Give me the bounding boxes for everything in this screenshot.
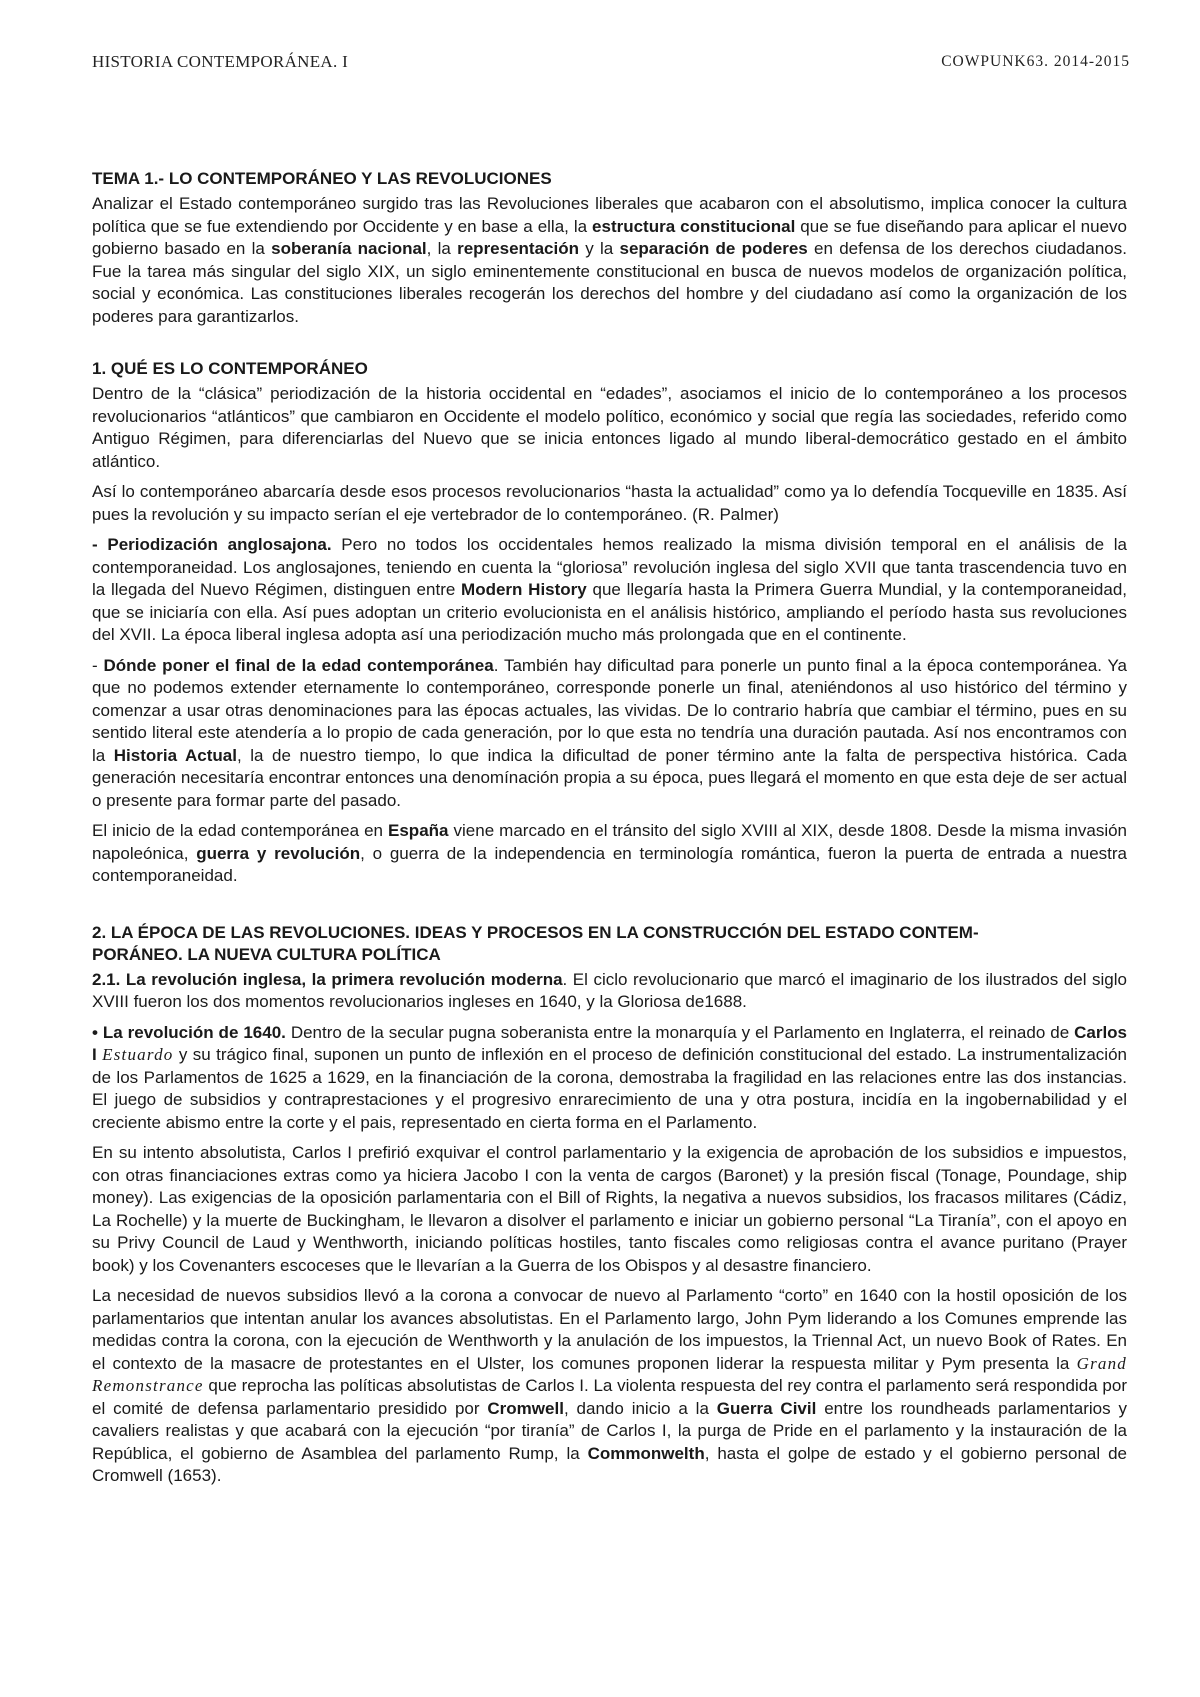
- section-2-absolutismo-paragraph: En su intento absolutista, Carlos I prefirió exquivar el control parlamentario y la exigencia de aprobación de los subsidios e impuestos, con otras financiaciones extras como ya hiciera Jacobo I con la venta de cargos (Baronet) y la presión fiscal (Tonage, Poundage, ship money). Las exigencias de la oposición parlamentaria con el Bill of Rights, la negativa a nuevos subsidios, los fracasos militares (Cádiz, La Rochelle) y la muerte de Buckingham, le llevaron a disolver el parlamento e iniciar un gobierno personal “La Tiranía”, con el apoyo en su Privy Council de Laud y Wenthworth, iniciando políticas hostiles, tanto fiscales como religiosas contra el avance puritano (Prayer book) y los Covenanters escoceses que le llevarían a la Guerra de los Obispos y al desastre financiero.: [92, 1143, 1127, 1275]
- tema-title: TEMA 1.- LO CONTEMPORÁNEO Y LAS REVOLUCIONES: [92, 169, 552, 188]
- tema-intro-paragraph: Analizar el Estado contemporáneo surgido tras las Revoluciones liberales que acabaron con el absolutismo, implica conocer la cultura política que se fue extendiendo por Occidente y en base a ella, la estructura constitucional que se fue diseñando para aplicar el nuevo gobierno basado en la soberanía nacional, la representación y la separación de poderes en defensa de los derechos ciudadanos. Fue la tarea más singular del siglo XIX, un siglo eminentemente constitucional en busca de nuevos modelos de organización política, social y económica. Las constituciones liberales recogerán los derechos del hombre y del ciudadano así como la organización de los poderes para garantizarlos.: [92, 194, 1127, 326]
- section-2-1640-paragraph: • La revolución de 1640. Dentro de la secular pugna soberanista entre la monarquía y el Parlamento en Inglaterra, el reinado de Carlos I Estuardo y su trágico final, suponen un punto de inflexión en el proceso de definición constitucional del estado. La instrumentalización de los Parlamentos de 1625 a 1629, en la financiación de la corona, demostraba la fragilidad en las relaciones entre las dos instancias. El juego de subsidios y contraprestaciones y el progresivo enrarecimiento de una y otra postura, incidía en la ingobernabilidad y el creciente abismo entre la corte y el pais, representado en cierta forma en el Parlamento.: [92, 1022, 1128, 1132]
- section-2-1-paragraph: 2.1. La revolución inglesa, la primera revolución moderna. El ciclo revolucionario que marcó el imaginario de los ilustrados del siglo XVIII fueron los dos momentos revolucionarios ingleses en 1640, y la Gloriosa de1688.: [92, 969, 1127, 1011]
- section-2-title-line-2: PORÁNEO. LA NUEVA CULTURA POLÍTICA: [92, 944, 441, 964]
- section-1-paragraph-final-edad: - Dónde poner el final de la edad contemporánea. También hay dificultad para ponerle un punto final a la época contemporánea. Ya que no podemos extender eternamente lo contemporáneo, corresponde ponerle un final, ateniéndonos al uso histórico del término y comenzar a usar otras denominaciones para las épocas actuales, las vividas. De lo contrario habría que cambiar el término, pues en su sentido literal este atendería a lo propio de cada generación, por lo que esta no tendría una duración pautada. Así nos encontramos con la Historia Actual, la de nuestro tiempo, lo que indica la dificultad de poner término ante la falta de perspectiva histórica. Cada generación necesitaría encontrar entonces una denomínación propia a su época, pues llegará el momento en que esta deje de ser actual o presente para formar parte del pasado.: [92, 655, 1128, 810]
- section-1-paragraph-anglosajona: - Periodización anglosajona. Pero no todos los occidentales hemos realizado la misma división temporal en el análisis de la contemporaneidad. Los anglosajones, teniendo en cuenta la “gloriosa” revolución inglesa del siglo XVII que tanta trascendencia tuvo en la llegada del Nuevo Régimen, distinguen entre Modern History que llegaría hasta la Primera Guerra Mundial, y la contemporaneidad, que se iniciaría con ella. Así pues adoptan un criterio evolucionista en el análisis histórico, ampliando el período hasta sus revoluciones del XVII. La época liberal inglesa adopta así una periodización mucho más prolongada que en el continente.: [92, 535, 1127, 644]
- section-1-title: 1. QUÉ ES LO CONTEMPORÁNEO: [92, 359, 368, 378]
- section-2-title-line-1: 2. LA ÉPOCA DE LAS REVOLUCIONES. IDEAS Y PROCESOS EN LA CONSTRUCCIÓN DEL ESTADO CONTEM-: [92, 922, 979, 942]
- section-1-paragraph-2: Así lo contemporáneo abarcaría desde esos procesos revolucionarios “hasta la actualidad” como ya lo defendía Tocqueville en 1835. Así pues la revolución y su impacto serían el eje vertebrador de lo contemporáneo. (R. Palmer): [92, 482, 1127, 524]
- section-2-parlamento-paragraph: La necesidad de nuevos subsidios llevó a la corona a convocar de nuevo al Parlamento “corto” en 1640 con la hostil oposición de los parlamentarios que intentan anular los avances absolutistas. En el Parlamento largo, John Pym liderando a los Comunes emprende las medidas contra la corona, con la ejecución de Wenthworth y la anulación de los impuestos, la Triennal Act, un nuevo Book of Rates. En el contexto de la masacre de protestantes en el Ulster, los comunes proponen liderar la respuesta militar y Pym presenta la Grand Remonstrance que reprocha las políticas absolutistas de Carlos I. La violenta respuesta del rey contra el parlamento será respondida por el comité de defensa parlamentario presidido por Cromwell, dando inicio a la Guerra Civil entre los roundheads parlamentarios y cavaliers realistas y que acabará con la ejecución “por tiranía” de Carlos I, la purga de Pride en el parlamento y la instauración de la República, el gobierno de Asamblea del parlamento Rump, la Commonwelth, hasta el golpe de estado y el gobierno personal de Cromwell (1653).: [92, 1286, 1127, 1485]
- document-body: [92, 168, 1127, 1496]
- section-1-paragraph-1: Dentro de la “clásica” periodización de la historia occidental en “edades”, asociamos el inicio de lo contemporáneo a los procesos revolucionarios “atlánticos” que cambiaron en Occidente el modelo político, económico y social que regía las sociedades, referido como Antiguo Régimen, para diferenciarlas del Nuevo que se inicia entonces ligado al mundo liberal-democrático gestado en el ámbito atlántico.: [92, 384, 1127, 471]
- section-1-paragraph-espana: El inicio de la edad contemporánea en España viene marcado en el tránsito del siglo XVIII al XIX, desde 1808. Desde la misma invasión napoleónica, guerra y revolución, o guerra de la independencia en terminología romántica, fueron la puerta de entrada a nuestra contemporaneidad.: [92, 821, 1128, 885]
- running-header-author: COWPUNK63. 2014-2015: [941, 53, 1130, 70]
- running-header-course: HISTORIA CONTEMPORÁNEA. I: [92, 52, 349, 71]
